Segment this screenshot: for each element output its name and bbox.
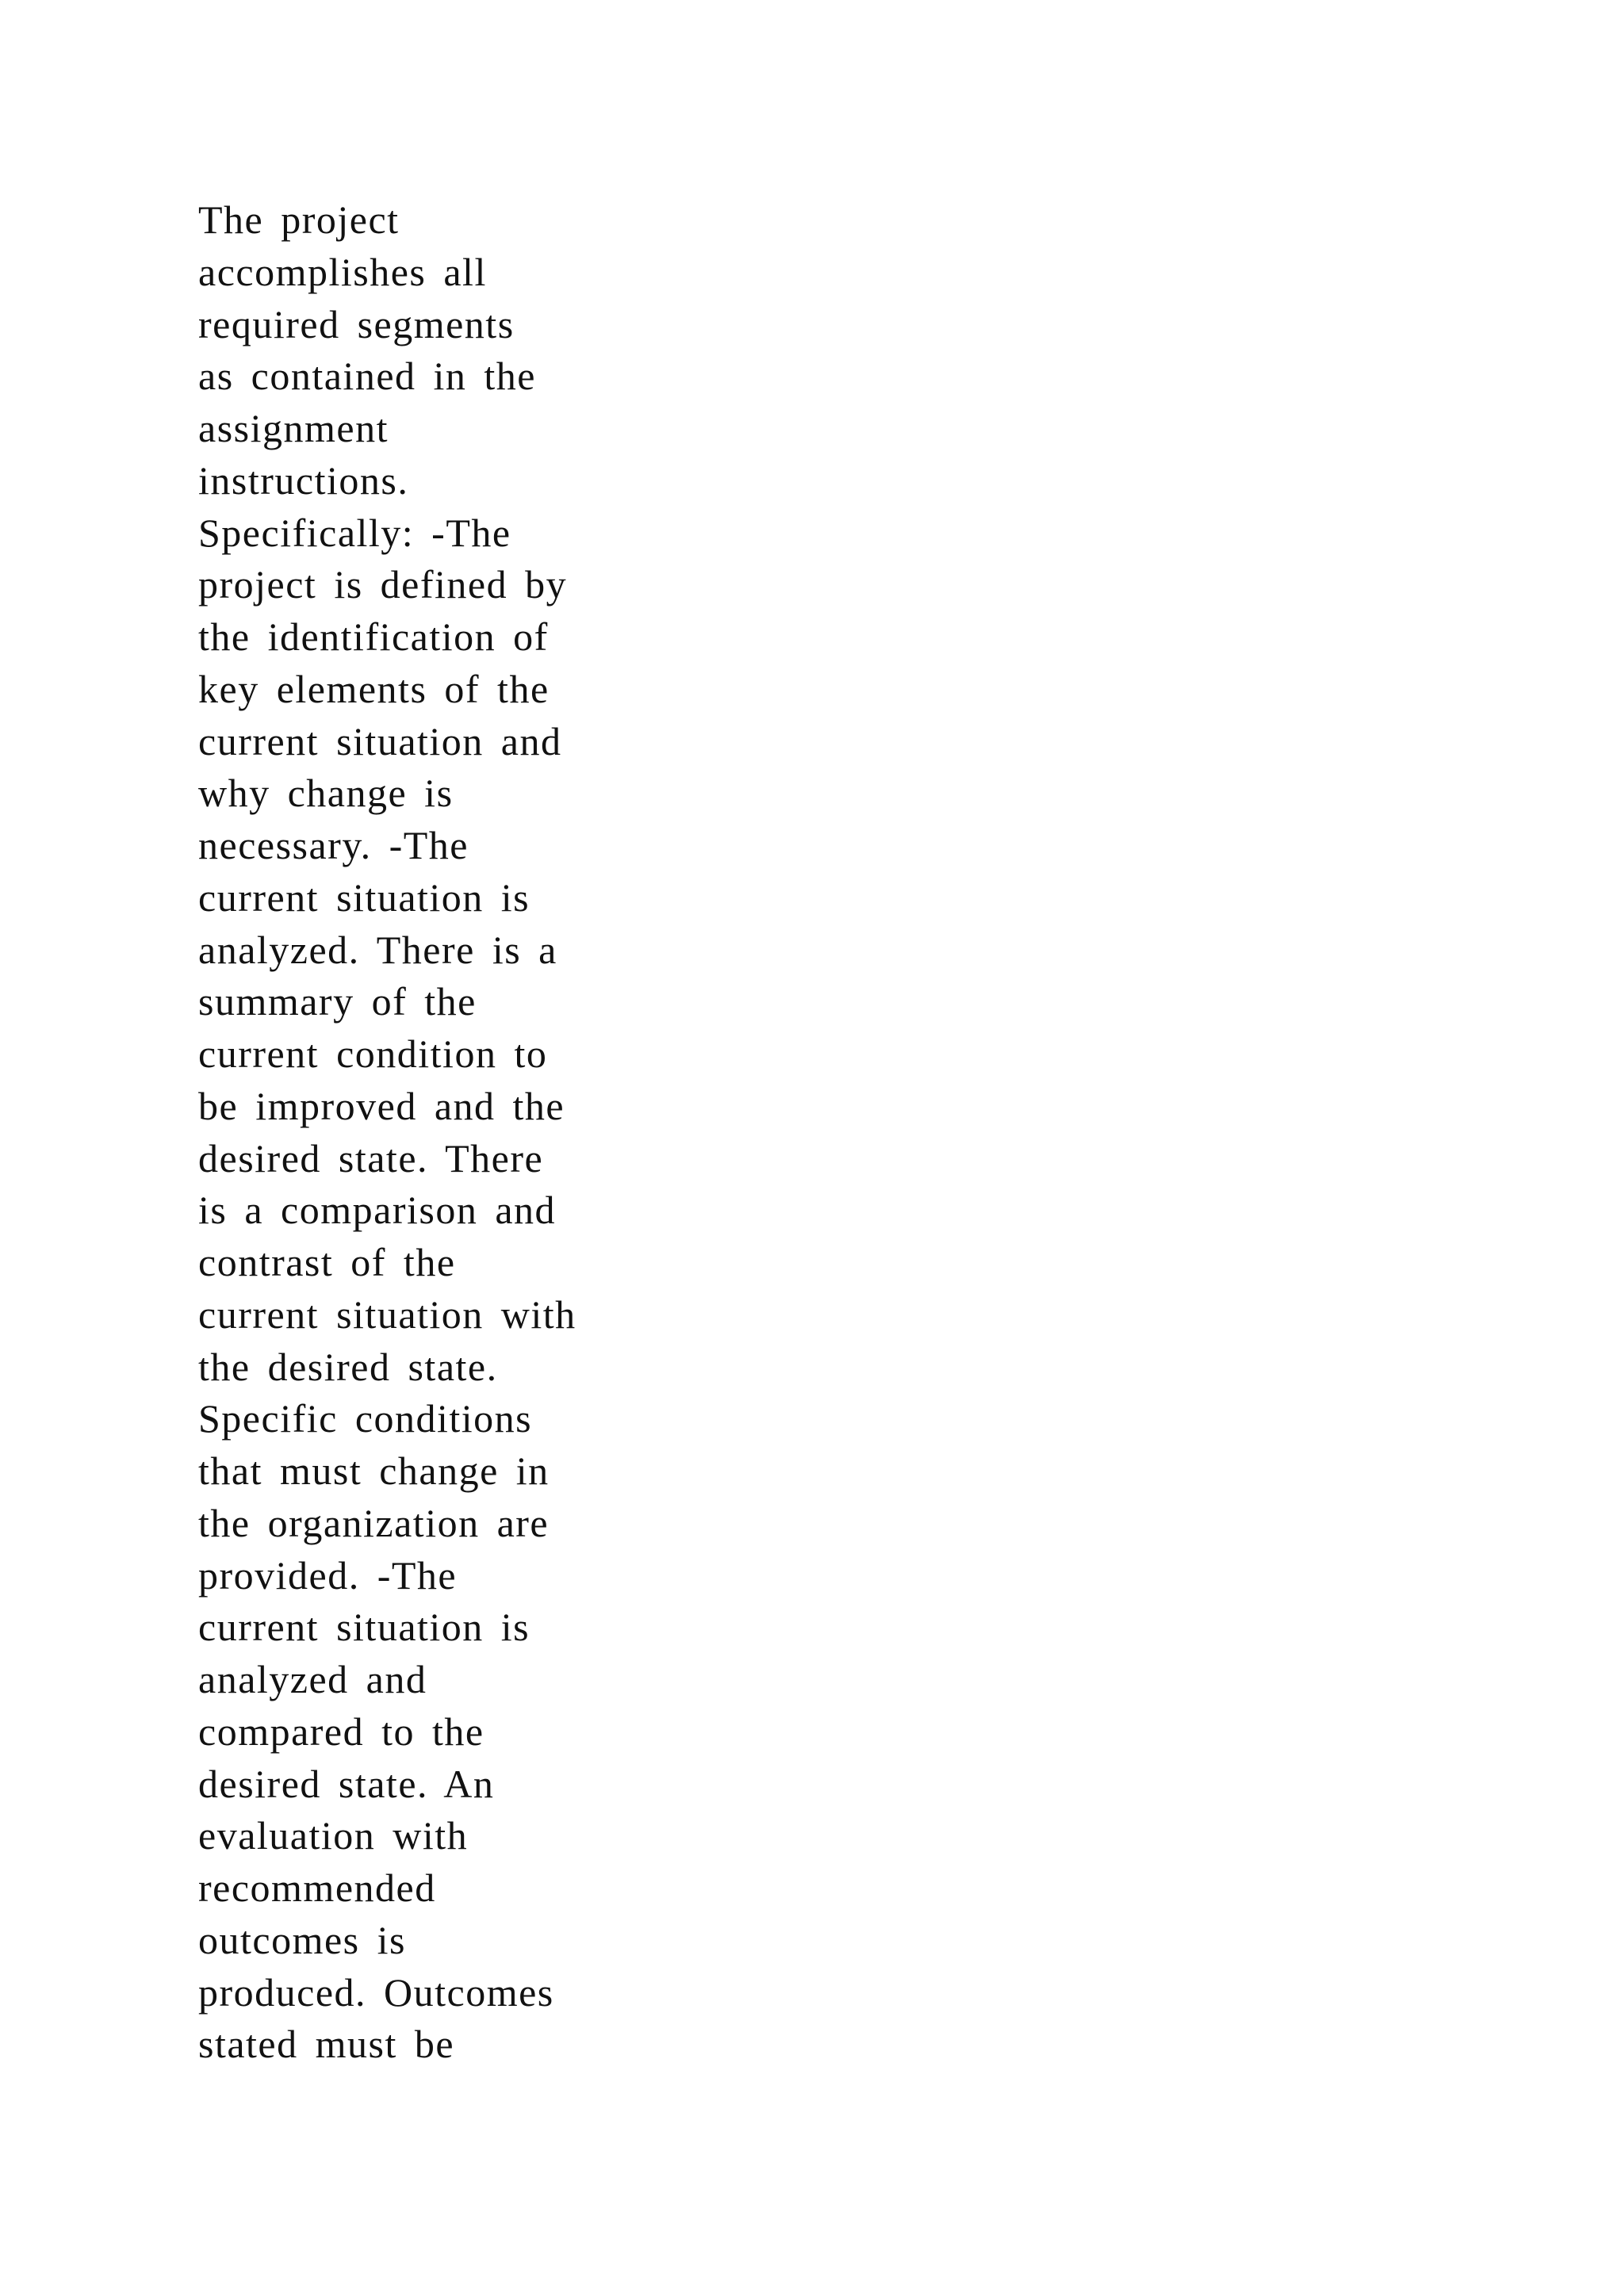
text-line: The project <box>198 197 400 242</box>
text-line: be improved and the <box>198 1083 565 1128</box>
text-line: stated must be <box>198 2022 455 2067</box>
text-line: desired state. An <box>198 1761 495 1806</box>
text-line: current condition to <box>198 1031 548 1076</box>
text-line: evaluation with <box>198 1813 469 1858</box>
text-line: analyzed. There is a <box>198 927 557 972</box>
text-line: accomplishes all <box>198 249 487 294</box>
text-line: current situation is <box>198 1605 530 1650</box>
body-text <box>198 194 642 2071</box>
text-line: is a comparison and <box>198 1188 557 1233</box>
text-line: contrast of the <box>198 1240 456 1284</box>
text-line: required segments <box>198 301 515 346</box>
text-line: current situation and <box>198 718 562 763</box>
text-line: recommended <box>198 1866 436 1910</box>
text-line: Specific conditions <box>198 1396 533 1441</box>
text-line: instructions. <box>198 457 409 503</box>
text-line: the identification of <box>198 614 549 659</box>
text-line: outcomes is <box>198 1917 406 1962</box>
text-line: Specifically: -The <box>198 510 511 555</box>
text-line: produced. Outcomes <box>198 1969 554 2015</box>
text-line: current situation with <box>198 1292 576 1337</box>
text-line: the organization are <box>198 1500 550 1545</box>
text-line: analyzed and <box>198 1657 427 1701</box>
text-line: compared to the <box>198 1709 485 1754</box>
text-line: that must change in <box>198 1448 550 1493</box>
text-line: provided. -The <box>198 1552 458 1598</box>
text-line: why change is <box>198 771 454 816</box>
text-line: assignment <box>198 406 389 450</box>
text-line: key elements of the <box>198 666 550 711</box>
text-line: project is defined by <box>198 562 568 607</box>
text-line: as contained in the <box>198 354 536 399</box>
text-line: summary of the <box>198 979 477 1024</box>
text-line: necessary. -The <box>198 823 469 867</box>
text-line: desired state. There <box>198 1135 544 1181</box>
text-line: current situation is <box>198 874 530 920</box>
text-line: the desired state. <box>198 1344 498 1389</box>
